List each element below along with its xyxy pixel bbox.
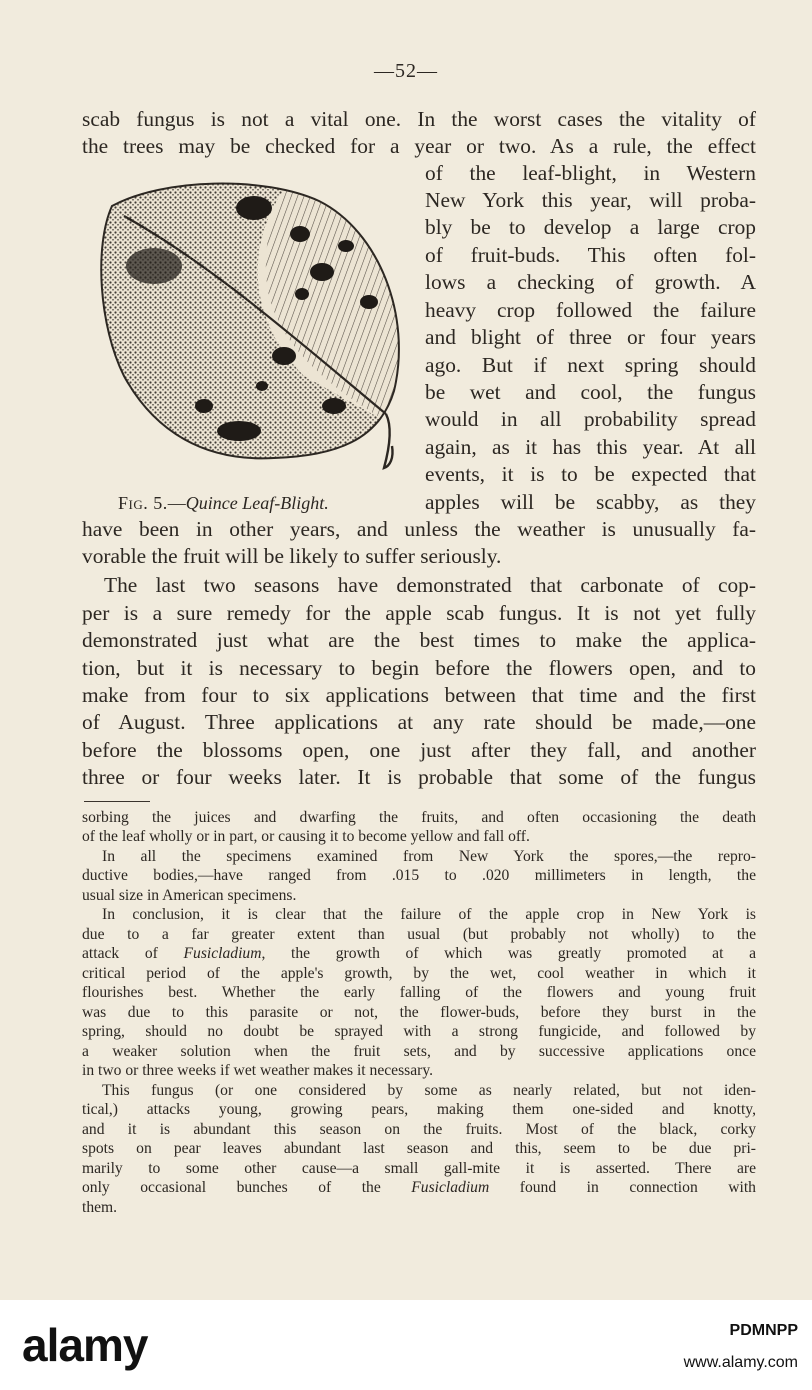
footnote-text-run: , the growth of which was greatly promoted at a <box>261 945 756 962</box>
text-line: bly be to develop a large crop <box>425 215 756 239</box>
text-line: be wet and cool, the fungus <box>425 380 756 404</box>
figure-label: Fig. 5. <box>118 493 168 513</box>
footnote-line: In conclusion, it is clear that the failure of the apple crop in New York is <box>102 906 756 923</box>
footnote-line: due to a far greater extent than usual (but probably not wholly) to the <box>82 926 756 943</box>
footnote-line: a weaker solution when the fruit sets, and by successive applications once <box>82 1043 756 1060</box>
footnote-italic-term: Fusicladium <box>411 1179 490 1196</box>
watermark-info <box>684 1322 798 1372</box>
text-line: three or four weeks later. It is probable that some of the fungus <box>82 765 756 789</box>
figure-title: Quince Leaf-Blight. <box>185 493 329 513</box>
watermark-url: www.alamy.com <box>683 1354 798 1371</box>
text-line: of August. Three applications at any rate should be made,—one <box>82 710 756 734</box>
text-line: before the blossoms open, one just after they fall, and another <box>82 738 756 762</box>
text-line: and blight of three or four years <box>425 325 756 349</box>
text-line: The last two seasons have demonstrated that carbonate of cop- <box>104 573 756 597</box>
text-line: heavy crop followed the failure <box>425 298 756 322</box>
text-line: scab fungus is not a vital one. In the worst cases the vitality of <box>82 107 756 131</box>
text-line: apples will be scabby, as they <box>425 490 756 514</box>
footnote-line: spots on pear leaves abundant last season and this, seem to be due pri- <box>82 1140 756 1157</box>
text-line: New York this year, will proba- <box>425 188 756 212</box>
text-line: tion, but it is necessary to begin before the flowers open, and to <box>82 656 756 680</box>
footnote-italic-term: Fusicladium <box>183 945 262 962</box>
footnote-line: tical,) attacks young, growing pears, making them one-sided and knotty, <box>82 1101 756 1118</box>
page-number: —52— <box>374 60 438 82</box>
footnote-rule <box>84 801 150 802</box>
footnote-line: in two or three weeks if wet weather makes it necessary. <box>82 1062 434 1079</box>
footnote-line: of the leaf wholly or in part, or causing it to become yellow and fall off. <box>82 828 530 845</box>
footnote-line: In all the specimens examined from New York the spores,—the repro- <box>102 848 756 865</box>
footnote-text-run: only occasional bunches of the <box>82 1179 412 1196</box>
quince-leaf-illustration <box>94 176 416 494</box>
footnote-line: critical period of the apple's growth, by the wet, cool weather in which it <box>82 965 756 982</box>
figure-dash: — <box>167 493 186 513</box>
text-line: make from four to six applications between that time and the first <box>82 683 756 707</box>
footnote-line: flourishes best. Whether the early falling of the flowers and young fruit <box>82 984 756 1001</box>
footnote-line-mixed <box>82 944 756 964</box>
footnote-line: was due to this parasite or not, the flower-buds, before they burst in the <box>82 1004 756 1021</box>
footnote-line: and it is abundant this season on the fruits. Most of the black, corky <box>82 1121 756 1138</box>
footnote-line: This fungus (or one considered by some as nearly related, but not iden- <box>102 1082 756 1099</box>
text-line: of the leaf-blight, in Western <box>425 161 756 185</box>
text-line: again, as it has this year. At all <box>425 435 756 459</box>
text-line: ago. But if next spring should <box>425 353 756 377</box>
alamy-logo: alamy <box>22 1319 148 1371</box>
text-line: demonstrated just what are the best times to make the applica- <box>82 628 756 652</box>
footnote-text-run: found in connection with <box>489 1179 756 1196</box>
leaf-stem <box>384 414 393 468</box>
footnote-line: usual size in American specimens. <box>82 887 297 904</box>
image-id: PDMNPP <box>729 1322 798 1339</box>
text-line: per is a sure remedy for the apple scab fungus. It is not yet fully <box>82 601 756 625</box>
figure-quince-leaf <box>94 176 416 494</box>
text-line: vorable the fruit will be likely to suffer seriously. <box>82 544 502 568</box>
footnote-line: spring, should no doubt be sprayed with a strong fungicide, and followed by <box>82 1023 756 1040</box>
footnote-line: them. <box>82 1199 118 1216</box>
footnote-line: sorbing the juices and dwarfing the fruits, and often occasioning the death <box>82 809 756 826</box>
text-line: would in all probability spread <box>425 407 756 431</box>
text-line: of fruit-buds. This often fol- <box>425 243 756 267</box>
text-line: events, it is to be expected that <box>425 462 756 486</box>
footnote-line: marily to some other cause—a small gall-mite it is asserted. There are <box>82 1160 756 1177</box>
footnote-line-mixed <box>82 1178 756 1198</box>
figure-caption <box>118 493 398 514</box>
text-line: lows a checking of growth. A <box>425 270 756 294</box>
text-line: have been in other years, and unless the weather is unusually fa- <box>82 517 756 541</box>
text-line: the trees may be checked for a year or two. As a rule, the effect <box>82 134 756 158</box>
footnote-line: ductive bodies,—have ranged from .015 to .020 millimeters in length, the <box>82 867 756 884</box>
footnote-text-run: attack of <box>82 945 184 962</box>
